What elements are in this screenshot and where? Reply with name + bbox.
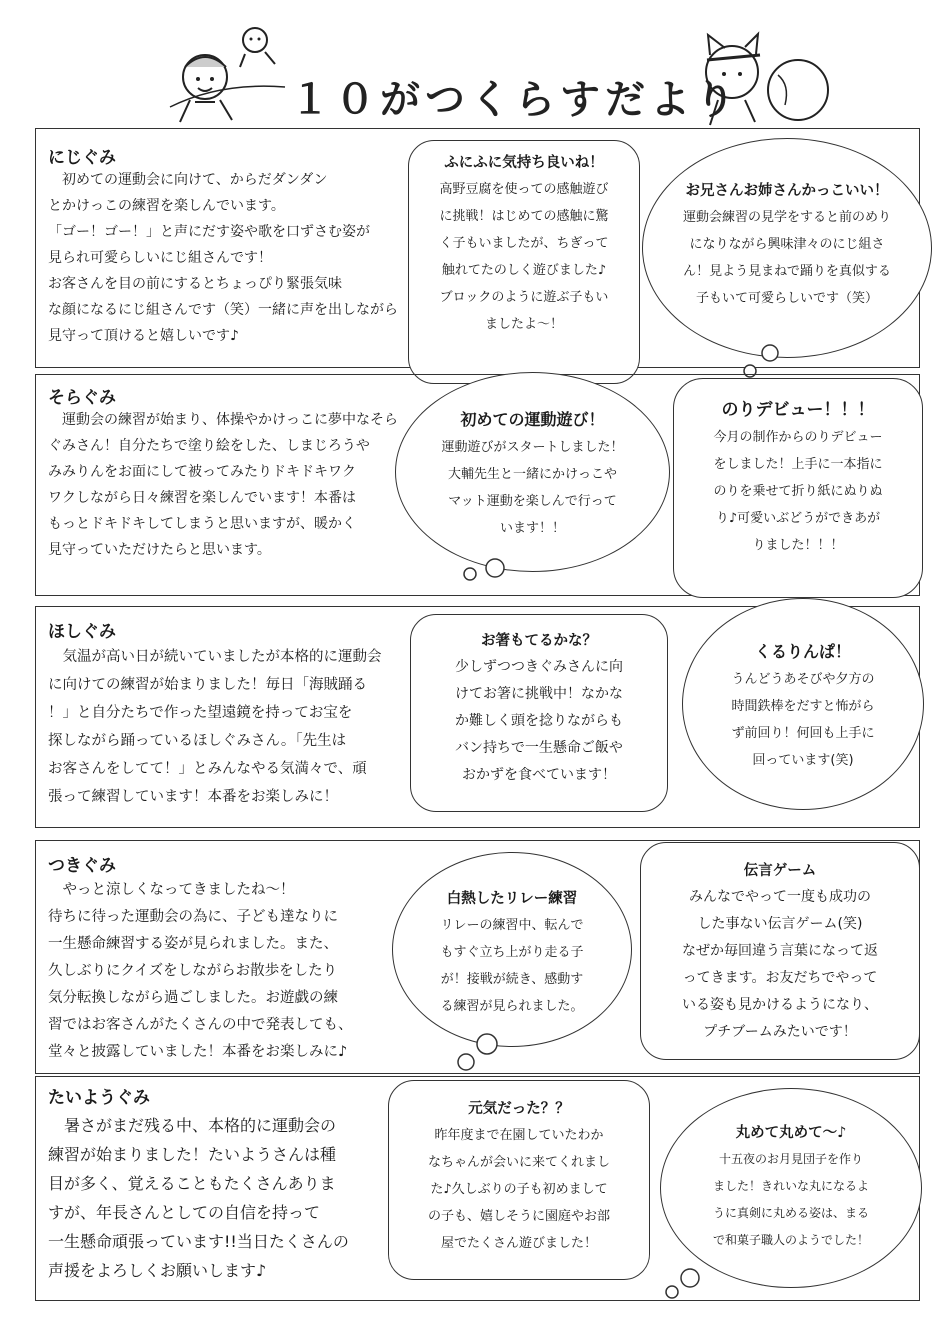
bubble-line: ってきます。お友だちでやって (682, 970, 878, 986)
text-line: 見守って頂けると嬉しいです♪ (48, 328, 239, 344)
text-line: に向けての練習が始まりました！毎日「海賊踊る (48, 677, 367, 693)
section-body (48, 1111, 349, 1285)
cat-with-ball-illustration (690, 30, 840, 130)
thought-bubble (392, 852, 632, 1047)
bubble-line: りました！！！ (752, 538, 844, 553)
bubble-title: 初めての運動遊び！ (460, 410, 605, 429)
text-line: 声援をよろしくお願いします♪ (48, 1261, 267, 1280)
section-body (48, 167, 398, 349)
text-line: 張って練習しています！本番をお楽しみに！ (48, 789, 338, 805)
thought-dots (452, 1032, 512, 1076)
text-line: 見守っていただけたらと思います。 (48, 542, 271, 558)
section-body (48, 407, 398, 563)
text-line: ！」と自分たちで作った望遠鏡を持ってお宝を (48, 705, 353, 721)
bubble-title: お兄さんお姉さんかっこいい！ (685, 183, 889, 199)
thought-bubble (395, 372, 670, 572)
text-line: 一生懸命頑張っています!!当日たくさんの (48, 1232, 349, 1251)
text-line: 「ゴー！ゴー！」と声にだす姿や歌を口ずさむ姿が (48, 224, 370, 240)
section-body (48, 643, 382, 811)
bubble-line: 昨年度まで在園していたわか (434, 1128, 604, 1143)
bubble-line: 高野豆腐を使っての感触遊び (439, 182, 609, 197)
section-title: にじぐみ (48, 148, 116, 168)
bubble-line: けてお箸に挑戦中！なかな (455, 686, 623, 702)
bubble-line: く子もいましたが、ちぎって (439, 236, 609, 251)
bubble-line: プチブームみたいです！ (703, 1024, 857, 1040)
speech-bubble (640, 842, 920, 1060)
bubble-title: お箸もてるかな？ (481, 633, 597, 649)
bubble-line: マット運動を楽しんで行って (448, 494, 617, 509)
text-line: 見られ可愛らしいにじ組さんです！ (48, 250, 272, 266)
section-title: つきぐみ (48, 856, 116, 876)
thought-bubble (682, 598, 924, 810)
bubble-line: で和菓子職人のようでした！ (712, 1233, 869, 1247)
bubble-line: 大輔先生と一緒にかけっこや (447, 467, 617, 482)
bubble-title: 白熱したリレー練習 (446, 891, 578, 907)
speech-bubble (410, 614, 668, 812)
bubble-title: 元気だった？？ (468, 1101, 570, 1117)
section-title: そらぐみ (48, 388, 116, 408)
bubble-line: になりながら興味津々のにじ組さ (689, 237, 885, 252)
bubble-line: うに真剣に丸める姿は、まる (712, 1206, 869, 1220)
bubble-line: 触れてたのしく遊びました♪ (441, 263, 607, 278)
bubble-line: いる姿も見かけるようになり、 (682, 997, 878, 1013)
bubble-line: ました！きれいな丸になるよ (712, 1179, 869, 1193)
bubble-title: のりデビュー！！！ (721, 400, 875, 420)
bubble-line: に挑戦！はじめての感触に驚 (439, 209, 609, 224)
thought-dots (660, 1268, 710, 1302)
bubble-line: おかずを食べています！ (462, 767, 616, 783)
bubble-line: もすぐ立ち上がり走る子 (440, 945, 584, 960)
text-line: 一生懸命練習する姿が見られました。また、 (48, 936, 338, 952)
bubble-title: ふにふに気持ち良いね！ (444, 155, 604, 171)
bubble-line: した事ない伝言ゲーム(笑) (697, 916, 863, 932)
text-line: 堂々と披露していました！本番をお楽しみに♪ (48, 1044, 348, 1060)
bubble-line: 時間鉄棒をだすと怖がら (731, 699, 875, 714)
text-line: 習ではお客さんがたくさんの中で発表しても、 (48, 1017, 353, 1033)
bubble-line: た♪久しぶりの子も初めまして (430, 1182, 608, 1197)
bubble-line: のりを乗せて折り紙にぬりぬ (713, 484, 883, 499)
page-header (0, 0, 945, 125)
bubble-line: ん！見よう見まねで踊りを真似する (683, 264, 891, 279)
text-line: ワクしながら日々練習を楽しんでいます！本番は (48, 490, 356, 506)
section-body (48, 877, 353, 1066)
bubble-line: り♪可愛いぶどうができあが (715, 511, 881, 526)
text-line: 探しながら踊っているほしぐみさん。「先生は (48, 733, 347, 749)
bubble-line: うんどうあそびや夕方の (731, 672, 875, 687)
speech-bubble (408, 140, 640, 384)
speech-bubble (388, 1080, 650, 1280)
text-line: やっと涼しくなってきましたね～！ (48, 882, 295, 898)
section-title: ほしぐみ (48, 622, 116, 642)
text-line: とかけっこの練習を楽しんでいます。 (48, 198, 285, 214)
bubble-line: か難しく頭を捻りながらも (455, 713, 623, 729)
bubble-line: みんなでやって一度も成功の (689, 889, 871, 905)
text-line: 暑さがまだ残る中、本格的に運動会の (48, 1116, 337, 1135)
text-line: お客さんをしてて！」とみんなやる気満々で、頑 (48, 761, 367, 777)
bubble-line: 運動遊びがスタートしました！ (441, 440, 624, 455)
bubble-line: 子もいて可愛らしいです（笑） (695, 291, 878, 306)
bubble-line: 屋でたくさん遊びました！ (440, 1236, 597, 1251)
bubble-line: バン持ちで一生懸命ご飯や (455, 740, 623, 756)
speech-bubble (673, 378, 923, 598)
bubble-line: ず前回り！何回も上手に (731, 726, 875, 741)
bubble-title: くるりんぱ！ (754, 642, 851, 661)
thought-bubble (660, 1088, 922, 1288)
text-line: 練習が始まりました！たいようさんは種 (48, 1145, 337, 1164)
section-title: たいようぐみ (48, 1088, 150, 1108)
text-line: お客さんを目の前にするとちょっぴり緊張気味 (48, 276, 342, 292)
text-line: 気温が高い日が続いていましたが本格的に運動会 (48, 649, 382, 665)
bubble-line: 十五夜のお月見団子を作り (718, 1152, 863, 1166)
text-line: 目が多く、覚えることもたくさんありま (48, 1174, 336, 1193)
bubble-line: の子も、嬉しそうに園庭やお部 (427, 1209, 610, 1224)
bubble-line: をしました！上手に一本指に (713, 457, 883, 472)
bubble-line: が！接戦が続き、感動す (440, 972, 584, 987)
bubble-title: 丸めて丸めて～♪ (735, 1125, 847, 1141)
thought-bubble (642, 138, 932, 358)
bubble-title: 伝言ゲーム (743, 863, 817, 879)
bubble-line: 回っています(笑) (752, 753, 854, 768)
text-line: 久しぶりにクイズをしながらお散歩をしたり (48, 963, 338, 979)
bubble-line: なちゃんが会いに来てくれまし (427, 1155, 610, 1170)
bubble-line: います！！ (499, 521, 565, 536)
text-line: もっとドキドキしてしまうと思いますが、暖かく (48, 516, 356, 532)
text-line: 初めての運動会に向けて、からだダンダン (48, 172, 328, 188)
bubble-line: 運動会練習の見学をすると前のめり (682, 210, 891, 225)
bubble-line: 今月の制作からのりデビュー (713, 430, 883, 445)
text-line: みみりんをお面にして被ってみたりドキドキワク (48, 464, 356, 480)
running-children-illustration (160, 22, 290, 132)
bubble-line: ブロックのように遊ぶ子もい (439, 290, 609, 305)
bubble-line: なぜか毎回違う言葉になって返 (682, 943, 878, 959)
newsletter-title: １０がつくらすだより (290, 77, 740, 123)
bubble-line: 少しずつつきぐみさんに向 (455, 659, 623, 675)
bubble-line: リレーの練習中、転んで (440, 918, 584, 933)
text-line: ぐみさん！自分たちで塗り絵をした、しまじろうや (48, 438, 370, 454)
bubble-line: ましたよ～！ (484, 317, 563, 332)
text-line: な顔になるにじ組さんです（笑）一緒に声を出しながら (48, 302, 398, 318)
bubble-line: る練習が見られました。 (440, 999, 584, 1014)
thought-dots (455, 558, 515, 588)
text-line: すが、年長さんとしての自信を持って (48, 1203, 321, 1222)
text-line: 運動会の練習が始まり、体操やかけっこに夢中なそら (48, 412, 398, 428)
text-line: 待ちに待った運動会の為に、子ども達なりに (48, 909, 338, 925)
text-line: 気分転換しながら過ごしました。お遊戯の練 (48, 990, 338, 1006)
